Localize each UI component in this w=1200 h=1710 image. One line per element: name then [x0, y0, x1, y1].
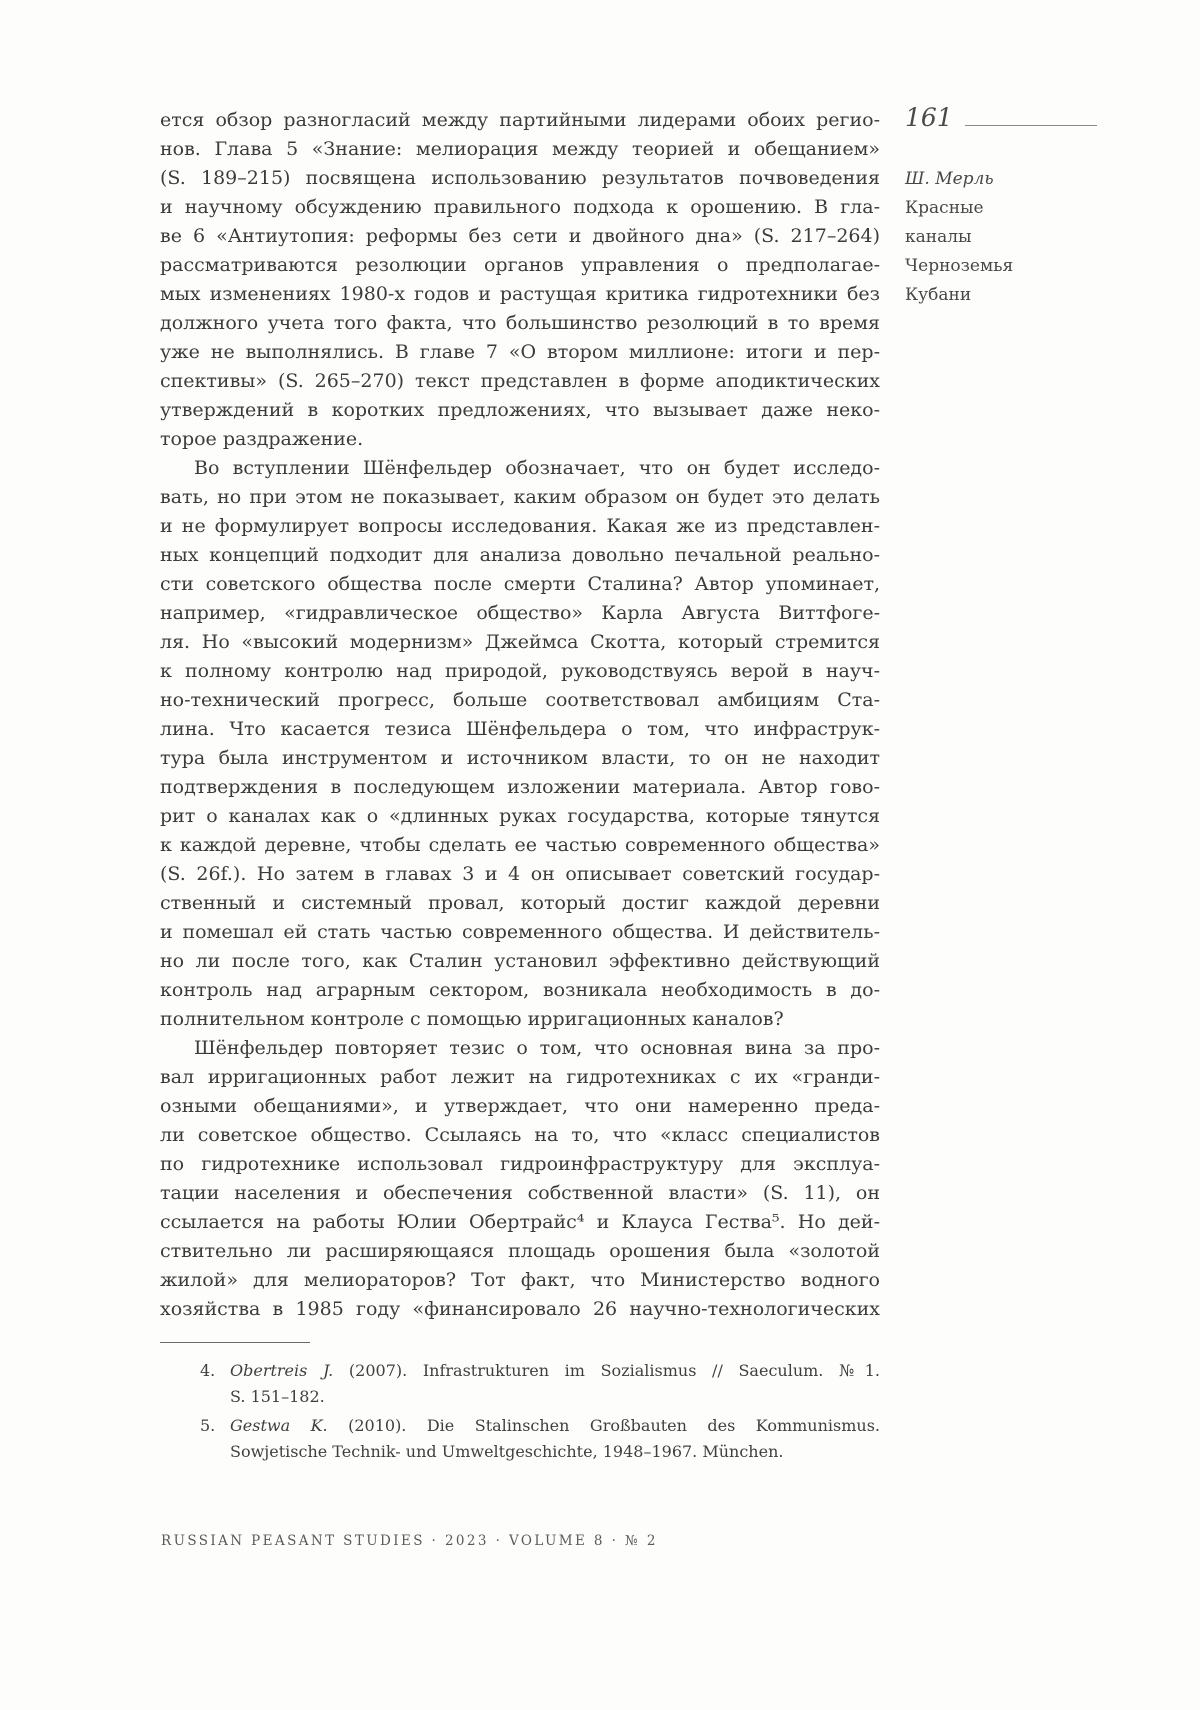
- footnote-number: 5.: [200, 1416, 216, 1435]
- main-text-column: [160, 106, 880, 1468]
- margin-title: [905, 194, 1097, 310]
- margin-author: Ш. Мерль: [905, 169, 994, 189]
- text-line: но ли после того, как Сталин установил эффективно действующий: [160, 950, 880, 972]
- text-line: ственный и системный провал, который достиг каждой деревни: [160, 892, 880, 914]
- page-number-rule: [965, 125, 1097, 126]
- footnote-text-line: [230, 1358, 880, 1384]
- text-line: ется обзор разногласий между партийными лидерами обоих регио-: [160, 109, 880, 131]
- text-line: и научному обсуждению правильного подхода к орошению. В гла-: [160, 196, 880, 218]
- text-line: ствительно ли расширяющаяся площадь орошения была «золотой: [160, 1240, 880, 1262]
- running-head: [905, 165, 1097, 310]
- text-line: ве 6 «Антиутопия: реформы без сети и двойного дна» (S. 217–264): [160, 225, 880, 247]
- text-line: ссылается на работы Юлии Обертрайс⁴ и Клауса Гества⁵. Но дей-: [160, 1211, 880, 1233]
- text-line: Шёнфельдер повторяет тезис о том, что основная вина за про-: [194, 1037, 880, 1059]
- footnotes-block: [200, 1358, 880, 1465]
- paragraph: [160, 106, 880, 454]
- text-line: тации населения и обеспечения собственной власти» (S. 11), он: [160, 1182, 880, 1204]
- footnote-separator-rule: [160, 1342, 310, 1343]
- text-line: вать, но при этом не показывает, каким образом он будет это делать: [160, 486, 880, 508]
- footnote: [200, 1413, 880, 1465]
- text-line: сти советского общества после смерти Сталина? Автор упоминает,: [160, 573, 880, 595]
- text-line: Во вступлении Шёнфельдер обозначает, что он будет исследо-: [194, 457, 880, 479]
- text-line: ли советское общество. Ссылаясь на то, что «класс специалистов: [160, 1124, 880, 1146]
- text-line: ных концепций подходит для анализа довольно печальной реально-: [160, 544, 880, 566]
- page-number-row: [905, 104, 1097, 132]
- text-line: Черноземья: [905, 256, 1014, 276]
- text-line: но-технический прогресс, больше соответствовал амбициям Ста-: [160, 689, 880, 711]
- text-line: подтверждения в последующем изложении материала. Автор гово-: [160, 776, 880, 798]
- footnote-text-line: [230, 1413, 880, 1439]
- footnote-text-line: Sowjetische Technik- und Umweltgeschichte, 1948–1967. München.: [230, 1442, 784, 1461]
- text-line: и не формулирует вопросы исследования. Какая же из представлен-: [160, 515, 880, 537]
- text-line: рассматриваются резолюции органов управления о предполагае-: [160, 254, 880, 276]
- paragraph: [160, 454, 880, 1034]
- text-line: жилой» для мелиораторов? Тот факт, что Министерство водного: [160, 1269, 880, 1291]
- text-line: нов. Глава 5 «Знание: мелиорация между теорией и обещанием»: [160, 138, 880, 160]
- text-line: (S. 189–215) посвящена использованию результатов почвоведения: [160, 167, 880, 189]
- text-line: тура была инструментом и источником власти, то он не находит: [160, 747, 880, 769]
- footnote-body: [230, 1413, 880, 1465]
- footnote-number: 4.: [200, 1361, 216, 1380]
- text-line: ля. Но «высокий модернизм» Джеймса Скотта, который стремится: [160, 631, 880, 653]
- text-line: вал ирригационных работ лежит на гидротехниках с их «гранди-: [160, 1066, 880, 1088]
- text-line: Кубани: [905, 285, 972, 305]
- text-line: (S. 26f.). Но затем в главах 3 и 4 он описывает советский государ-: [160, 863, 880, 885]
- text-line: к каждой деревне, чтобы сделать ее частью современного общества»: [160, 834, 880, 856]
- footnote: [200, 1358, 880, 1410]
- footnote-text: (2007). Infrastrukturen im Sozialismus // Saeculum. №1.: [333, 1361, 880, 1380]
- text-line: торое раздражение.: [160, 428, 364, 450]
- text-line: и помешал ей стать частью современного общества. И действитель-: [160, 921, 880, 943]
- page-number: 161: [905, 103, 953, 132]
- text-line: спективы» (S. 265–270) текст представлен в форме аподиктических: [160, 370, 880, 392]
- journal-footer: RUSSIAN PEASANT STUDIES · 2023 · VOLUME 8 · № 2: [161, 1533, 658, 1549]
- footnote-text: (2010). Die Stalinschen Großbauten des Kommunismus.: [327, 1416, 881, 1435]
- text-line: хозяйства в 1985 году «финансировало 26 научно-технологических: [160, 1298, 880, 1320]
- margin-column: [905, 104, 1097, 310]
- text-line: рит о каналах как о «длинных руках государства, которые тянутся: [160, 805, 880, 827]
- text-line: озными обещаниями», и утверждает, что они намеренно преда-: [160, 1095, 880, 1117]
- paragraph: [160, 1034, 880, 1324]
- text-line: Красные: [905, 198, 984, 218]
- text-line: например, «гидравлическое общество» Карла Августа Виттфоге-: [160, 602, 880, 624]
- footnote-text-line: S. 151–182.: [230, 1387, 325, 1406]
- text-line: каналы: [905, 227, 972, 247]
- text-line: к полному контролю над природой, руководствуясь верой в науч-: [160, 660, 880, 682]
- text-line: полнительном контроле с помощью ирригационных каналов?: [160, 1008, 784, 1030]
- text-line: контроль над аграрным сектором, возникала необходимость в до-: [160, 979, 880, 1001]
- footnote-author: Gestwa K.: [230, 1416, 328, 1435]
- text-line: уже не выполнялись. В главе 7 «О втором миллионе: итоги и пер-: [160, 341, 880, 363]
- text-line: утверждений в коротких предложениях, что вызывает даже неко-: [160, 399, 880, 421]
- footnote-author: Obertreis J.: [230, 1361, 334, 1380]
- text-line: должного учета того факта, что большинство резолюций в то время: [160, 312, 880, 334]
- text-line: по гидротехнике использовал гидроинфраструктуру для эксплуа-: [160, 1153, 880, 1175]
- text-line: мых изменениях 1980-х годов и растущая критика гидротехники без: [160, 283, 880, 305]
- text-line: лина. Что касается тезиса Шёнфельдера о том, что инфраструк-: [160, 718, 880, 740]
- footnote-body: [230, 1358, 880, 1410]
